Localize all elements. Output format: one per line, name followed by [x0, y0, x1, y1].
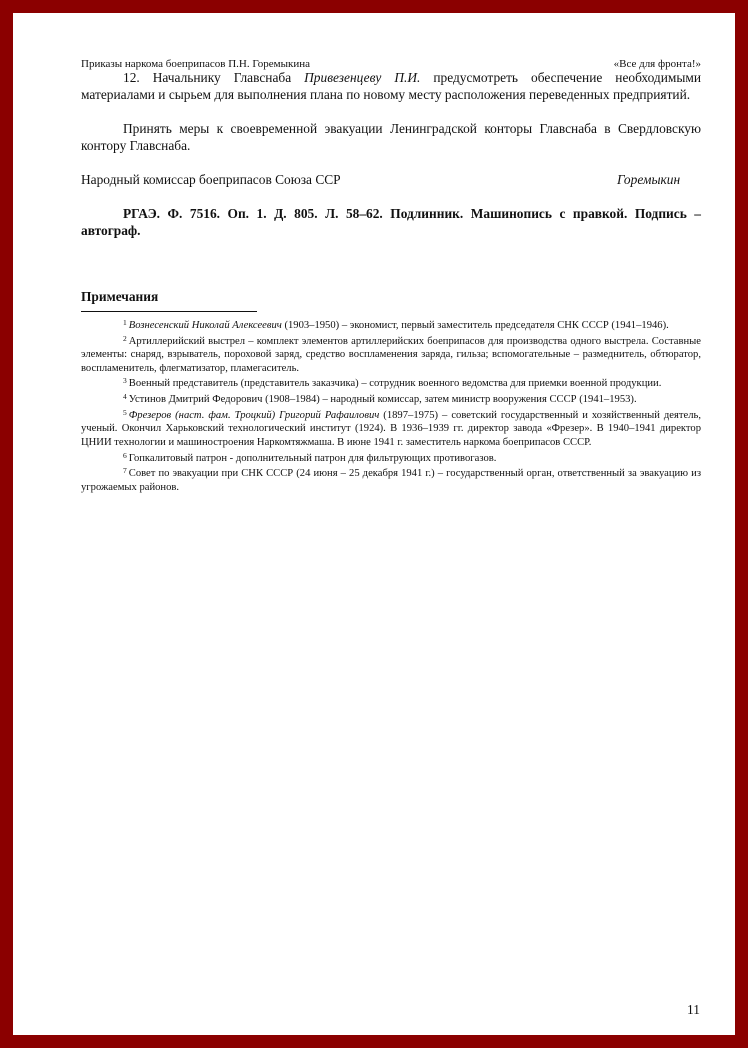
- footnote-person: Вознесенский Николай Алексеевич: [128, 320, 282, 331]
- footnote-number: 6: [123, 450, 127, 460]
- footnote-number: 7: [123, 466, 127, 476]
- footnote-text: Артиллерийский выстрел – комплект элементов артиллерийских боеприпасов для производства одного выстрела. Составные элементы: снаряд, взрыватель, пороховой заряд, средство воспламенения заряда, гильза; вспомогательные – размеднитель, обтюратор, воспламенитель, флегматизатор, пламегаситель.: [81, 335, 701, 374]
- signature-name: Горемыкин: [617, 172, 681, 187]
- footnote: [81, 377, 701, 390]
- footnote: [81, 393, 701, 406]
- footnote-number: 2: [123, 333, 127, 343]
- notes-divider: [81, 311, 257, 312]
- footnote: [81, 467, 701, 494]
- paragraph-12-prefix: 12. Начальнику Главснаба: [123, 70, 305, 85]
- paragraph-12-rest: предусмотреть обеспечение необходимыми материалами и сырьем для выполнения плана по новому месту расположения переведенных предприятий.: [81, 70, 701, 102]
- footnote-text: (1903–1950) – экономист, первый заместитель председателя СНК СССР (1941–1946).: [281, 320, 669, 331]
- footnote-text: Совет по эвакуации при СНК СССР (24 июня – 25 декабря 1941 г.) – государственный орган, ответственный за эвакуацию из угрожаемых районов.: [81, 468, 701, 493]
- signature-title: Народный комиссар боеприпасов Союза ССР: [81, 172, 341, 187]
- footnote-text: Устинов Дмитрий Федорович (1908–1984) – народный комиссар, затем министр вооружения СССР (1941–1953).: [128, 394, 637, 406]
- footnote-text: (1897–1975) – советский государственный и хозяйственный деятель, ученый. Окончил Харьковский технологический институт (1924). В 1936–1939 гг. директор завода «Фрезер». В 1940–1941 директор ЦНИИ технологии и машиностроения Наркомтяжмаша. В июне 1941 г. заместитель наркома боеприпасов СССР.: [81, 410, 701, 448]
- footnote: [81, 452, 701, 465]
- footnote-text: Гопкалитовый патрон - дополнительный патрон для фильтрующих противогазов.: [128, 452, 497, 464]
- footnote: [81, 319, 701, 332]
- running-head-right: «Все для фронта!»: [613, 58, 701, 70]
- footnote-text: Военный представитель (представитель заказчика) – сотрудник военного ведомства для приемки военной продукции.: [128, 378, 662, 390]
- footnote-number: 1: [123, 318, 127, 327]
- paragraph-12-person: Привезенцеву П.И.: [304, 70, 421, 85]
- notes-list: [81, 319, 701, 497]
- paragraph-evacuation: Принять меры к своевременной эвакуации Ленинградской конторы Главснаба в Свердловскую контору Главснаба.: [81, 121, 701, 153]
- footnote: [81, 409, 701, 449]
- footnote-number: 3: [123, 376, 127, 386]
- footnote-number: 4: [123, 392, 127, 402]
- signature-line: [81, 172, 701, 188]
- footnote: [81, 335, 701, 375]
- running-head-left: Приказы наркома боеприпасов П.Н. Горемыкина: [81, 58, 310, 70]
- footnote-person: Фрезеров (наст. фам. Троцкий) Григорий Рафаилович: [128, 410, 380, 421]
- page-number: 11: [687, 1002, 700, 1017]
- notes-title: Примечания: [81, 289, 159, 304]
- archival-source: РГАЭ. Ф. 7516. Оп. 1. Д. 805. Л. 58–62. Подлинник. Машинопись с правкой. Подпись – автограф.: [81, 206, 701, 238]
- paragraph-12: [81, 70, 701, 103]
- footnote-number: 5: [123, 408, 127, 417]
